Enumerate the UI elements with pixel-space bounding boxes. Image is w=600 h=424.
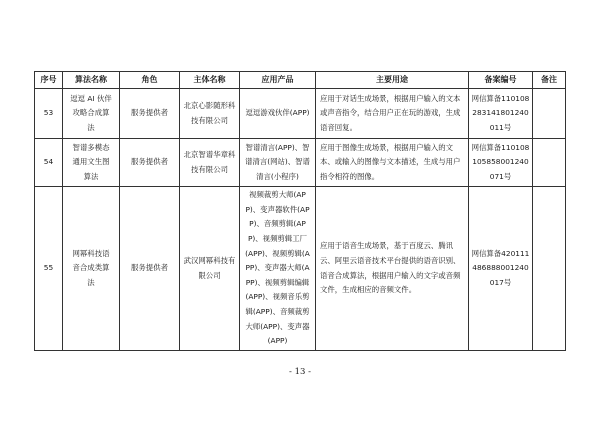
cell-filing-number: 网信算备420111486888001240017号 [469, 187, 533, 351]
cell-algorithm-name: 网幂科技语音合成类算法 [63, 187, 120, 351]
table-row [35, 139, 566, 187]
cell-usage: 应用于语音生成场景，基于百度云、腾讯云、阿里云语音技术平台提供的语音识别、语音合成算法，根据用户输入的文字或音频文件，生成相应的音频文件。 [316, 187, 469, 351]
header-usage: 主要用途 [316, 72, 469, 89]
header-product: 应用产品 [240, 72, 316, 89]
header-entity-name: 主体名称 [180, 72, 240, 89]
cell-note [533, 89, 566, 139]
header-role: 角色 [120, 72, 180, 89]
cell-usage: 应用于对话生成场景，根据用户输入的文本或声音指令，结合用户正在玩的游戏，生成语音回复。 [316, 89, 469, 139]
table-header-row [35, 72, 566, 89]
cell-no: 54 [35, 139, 63, 187]
header-no: 序号 [35, 72, 63, 89]
cell-note [533, 187, 566, 351]
cell-product: 逗逗游戏伙伴(APP) [240, 89, 316, 139]
cell-product: 智谱清言(APP)、智谱清言(网站)、智谱清言(小程序) [240, 139, 316, 187]
cell-entity-name: 北京智谱华章科技有限公司 [180, 139, 240, 187]
table-row [35, 89, 566, 139]
cell-usage: 应用于图像生成场景，根据用户输入的文本、或输入的图像与文本描述，生成与用户指令相符的图像。 [316, 139, 469, 187]
cell-role: 服务提供者 [120, 139, 180, 187]
table-row [35, 187, 566, 351]
cell-filing-number: 网信算备110108283141801240011号 [469, 89, 533, 139]
cell-no: 53 [35, 89, 63, 139]
header-algorithm-name: 算法名称 [63, 72, 120, 89]
cell-no: 55 [35, 187, 63, 351]
cell-note [533, 139, 566, 187]
header-filing-number: 备案编号 [469, 72, 533, 89]
algorithm-filing-table [34, 71, 566, 351]
cell-algorithm-name: 智谱多模态通用文生图算法 [63, 139, 120, 187]
header-note: 备注 [533, 72, 566, 89]
cell-algorithm-name: 逗逗 AI 伙伴攻略合成算法 [63, 89, 120, 139]
cell-role: 服务提供者 [120, 187, 180, 351]
cell-filing-number: 网信算备110108105858001240071号 [469, 139, 533, 187]
cell-entity-name: 北京心影随形科技有限公司 [180, 89, 240, 139]
page-number: - 13 - [289, 367, 311, 377]
cell-role: 服务提供者 [120, 89, 180, 139]
cell-product: 视频裁剪大师(APP)、变声器软件(APP)、音频剪辑(APP)、视频剪辑工厂(APP)、视频剪辑(APP)、变声器大师(APP)、视频剪辑编辑(APP)、视频音乐剪辑(APP)、音频裁剪大师(APP)、变声器(APP) [240, 187, 316, 351]
cell-entity-name: 武汉网幂科技有限公司 [180, 187, 240, 351]
